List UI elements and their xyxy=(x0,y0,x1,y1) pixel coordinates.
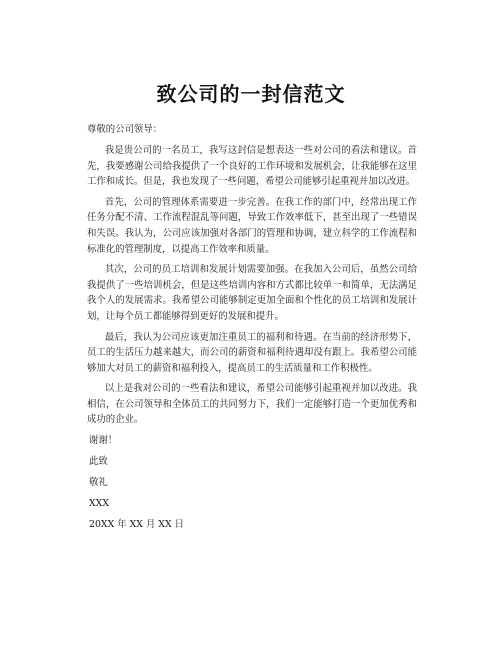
paragraph-management: 首先，公司的管理体系需要进一步完善。在我工作的部门中，经常出现工作任务分配不清、工作流程混乱等问题，导致工作效率低下，甚至出现了一些错误和失误。我认为，公司应该加强对各部门的管理和协调，建立科学的工作流程和标准化的管理制度，以提高工作效率和质量。 xyxy=(87,196,417,255)
thanks-line: 谢谢！ xyxy=(89,435,118,447)
letter-body xyxy=(87,122,417,538)
paragraph-training: 其次，公司的员工培训和发展计划需要加强。在我加入公司后，虽然公司给我提供了一些培训机会，但是这些培训内容和方式都比较单一和简单，无法满足我个人的发展需求。我希望公司能够制定更加全面和个性化的员工培训和发展计划，让每个员工都能够得到更好的发展和提升。 xyxy=(87,264,417,322)
salutation: 尊敬的公司领导： xyxy=(87,124,163,135)
closing-line-2: 敬礼 xyxy=(89,477,108,489)
date-line: 20XX 年 XX 月 XX 日 xyxy=(89,519,184,531)
paragraph-intro: 我是贵公司的一名员工，我写这封信是想表达一些对公司的看法和建议。首先，我要感谢公司给我提供了一个良好的工作环境和发展机会，让我能够在这里工作和成长。但是，我也发现了一些问题，希望公司能够引起重视并加以改进。 xyxy=(87,144,417,188)
document-title: 致公司的一封信范文 xyxy=(156,82,346,106)
closing-line-1: 此致 xyxy=(89,456,108,468)
paragraph-conclusion: 以上是我对公司的一些看法和建议，希望公司能够引起重视并加以改进。我相信，在公司领导和全体员工的共同努力下，我们一定能够打造一个更加优秀和成功的企业。 xyxy=(87,383,417,426)
paragraph-welfare: 最后，我认为公司应该更加注重员工的福利和待遇。在当前的经济形势下，员工的生活压力越来越大，而公司的薪资和福利待遇却没有跟上。我希望公司能够加大对员工的薪资和福利投入，提高员工的生活质量和工作积极性。 xyxy=(87,331,417,374)
signature: XXX xyxy=(89,498,110,510)
